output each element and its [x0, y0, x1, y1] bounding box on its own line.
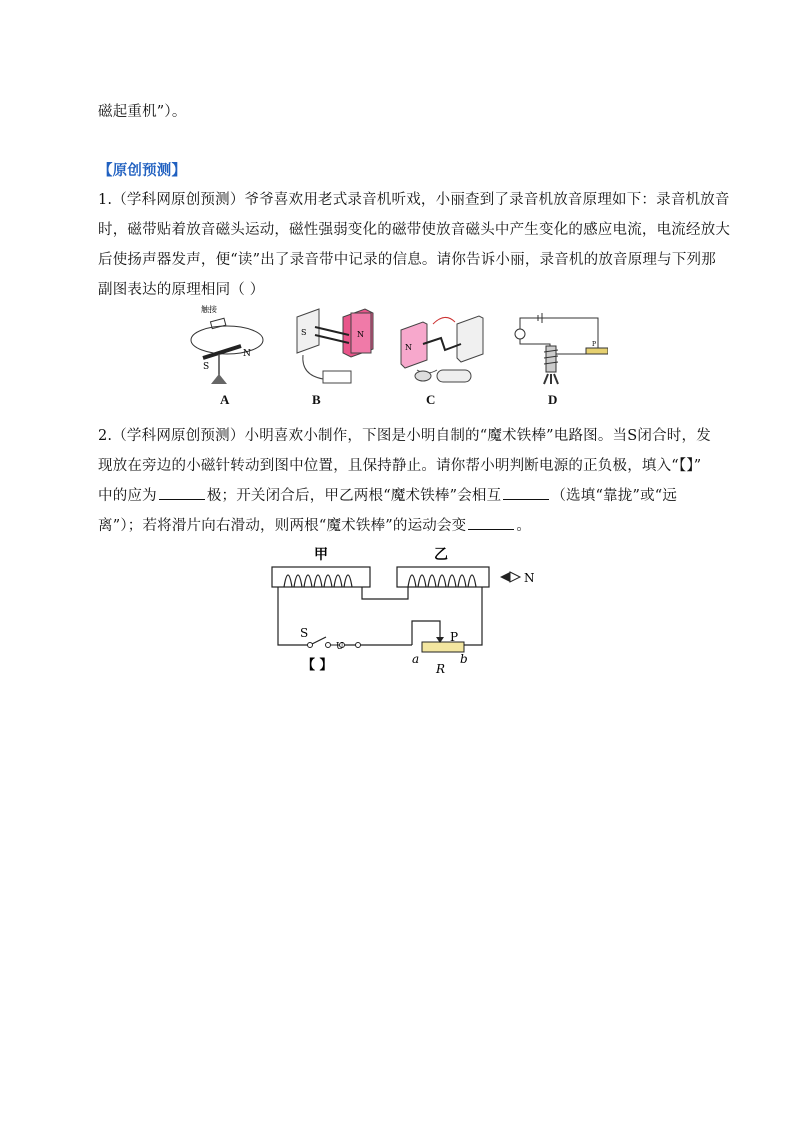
fig-b-pole-s: S	[301, 328, 307, 337]
q2-line-1: 2.（学科网原创预测）小明喜欢小制作，下图是小明自制的“魔术铁棒”电路图。当S闭合时，发	[98, 428, 711, 444]
label-b: b	[460, 652, 468, 666]
fig-d-p: P	[592, 341, 597, 348]
fig-c-pole-n: N	[405, 343, 412, 352]
q2-line-4-part-b: 。	[516, 518, 532, 534]
top-line: 磁起重机”）。	[98, 104, 187, 120]
fig-a-pole-s: S	[203, 362, 210, 372]
figure-b	[293, 305, 383, 390]
label-jia: 甲	[314, 547, 328, 563]
q1-line-1: 1.（学科网原创预测）爷爷喜欢用老式录音机听戏，小丽查到了录音机放音原理如下：录音机放音	[98, 192, 730, 208]
figure-d	[508, 308, 608, 390]
q2-line-3-part-b: 极；开关闭合后，甲乙两根“魔术铁棒”会相互	[206, 488, 502, 504]
battery-polarity-box[interactable]: 【 】	[302, 658, 333, 673]
fig-b-pole-n: N	[357, 330, 364, 339]
figure-label-a: A	[220, 392, 230, 407]
section-title: 【原创预测】	[98, 162, 187, 179]
q2-line-3-part-a: 中的应为	[98, 488, 157, 504]
figure-a-caption: 触接	[201, 305, 217, 314]
fig-a-pole-n: N	[243, 349, 251, 359]
answer-blank-pole[interactable]	[159, 487, 205, 500]
circuit-diagram	[262, 545, 552, 680]
answer-blank-change[interactable]	[468, 517, 514, 530]
label-s: S	[300, 626, 309, 640]
switch-s	[312, 637, 326, 644]
figure-a	[185, 302, 265, 392]
figure-label-d: D	[548, 392, 558, 407]
q1-line-4: 副图表达的原理相同（ ）	[98, 282, 265, 298]
q2-line-4-part-a: 离”）；若将滑片向右滑动，则两根“魔术铁棒”的运动会变	[98, 518, 467, 534]
compass-needle-dark	[500, 572, 510, 582]
label-a: a	[412, 652, 420, 666]
label-n: N	[524, 571, 535, 585]
q2-line-4	[98, 514, 531, 535]
q1-line-3: 后使扬声器发声，便“读”出了录音带中记录的信息。请你告诉小丽，录音机的放音原理与下列那	[98, 252, 716, 268]
q2-line-3-part-c: （选填“靠拢”或“远	[551, 488, 678, 504]
compass-needle-light	[510, 572, 520, 582]
figure-label-c: C	[426, 392, 436, 407]
label-p: P	[450, 630, 459, 644]
label-r: R	[436, 662, 446, 676]
answer-blank-motion[interactable]	[503, 487, 549, 500]
q1-line-2: 时，磁带贴着放音磁头运动，磁性强弱变化的磁带使放音磁头中产生变化的感应电流，电流经放大	[98, 222, 731, 238]
q2-line-2: 现放在旁边的小磁针转动到图中位置，且保持静止。请你帮小明判断电源的正负极，填入“【】”	[98, 458, 702, 474]
figure-c	[397, 310, 487, 390]
q2-line-3	[98, 484, 677, 505]
figure-label-b: B	[312, 392, 321, 407]
battery-mark: U	[336, 642, 344, 652]
label-yi: 乙	[434, 547, 448, 563]
